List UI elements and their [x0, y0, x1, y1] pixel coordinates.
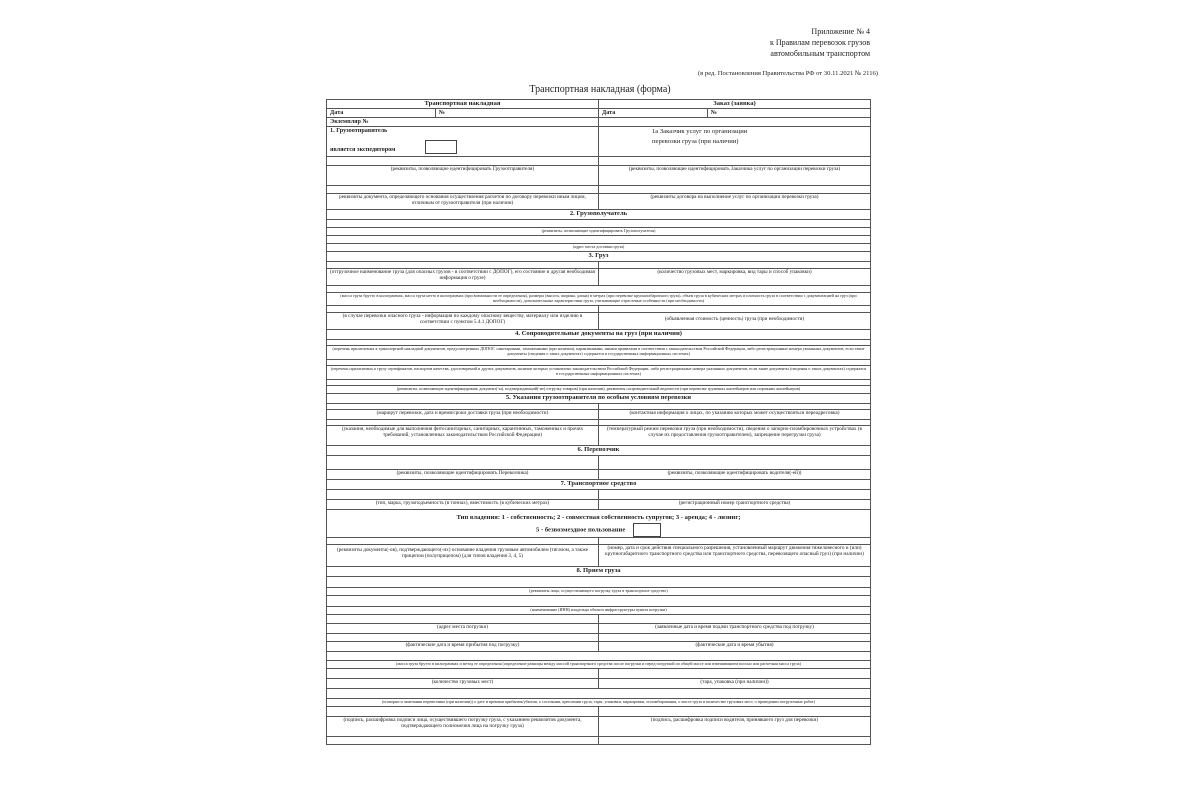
documents-title: 4. Сопроводительные документы на груз (при наличии) [327, 330, 871, 340]
order-date-label: Дата [598, 109, 707, 118]
appendix-number: Приложение № 4 [811, 27, 870, 36]
final-right-empty [598, 737, 870, 745]
packaging-caption: (тара, упаковка (при наличии)) [598, 679, 870, 689]
vehicle-reg-fill-line[interactable] [598, 490, 870, 500]
shipper-fill-line[interactable] [327, 157, 599, 166]
contract-caption: (реквизиты договора на выполнение услуг по организации перевозки груза) [598, 194, 870, 210]
actual-arrival-fill-line[interactable] [327, 634, 599, 642]
ownership-block [327, 510, 871, 538]
customer-fill-line[interactable] [598, 157, 870, 166]
waybill-number-label: № [435, 109, 598, 118]
special-permit-caption: (номер, дата и срок действия специального разрешения, установленный маршрут движения тяжеловесного и (или) крупногабаритного транспортного средства или транспортного средства, перевозящего опасный груз) (при наличии) [598, 545, 870, 567]
customer-block [598, 127, 870, 157]
cargo-name-caption: (отгрузочное наименование груза (для опасных грузов - в соответствии с ДОПОГ), его состояние и другая необходимая информация о грузе) [327, 269, 599, 286]
cargo-places-caption: (количество грузовых мест, маркировка, вид тары и способ упаковки) [598, 269, 870, 286]
gross-mass-fill-line[interactable] [327, 652, 871, 661]
vehicle-type-caption: (тип, марка, грузоподъемность (в тоннах), вместимость (в кубических метрах) [327, 500, 599, 510]
value-fill-line[interactable] [598, 306, 870, 313]
packaging-fill-line[interactable] [598, 669, 870, 679]
infrastructure-owner-caption: (наименование (ИНН) владельца объекта инфраструктуры пункта погрузки) [327, 607, 871, 615]
cargo-mass-caption: (масса груза брутто в килограммах, масса груза нетто в килограммах (при возможности ее определения), размеры (высота, ширина, длина) в метрах (при перевозке крупногабаритного груза), объем груза в кубических метрах и плотность груза в соответствии с документацией на груз (при необходимости), дополнительные характеристики груза, учитывающие отраслевые особенности (при необходимости) [327, 293, 871, 306]
carrier-caption: (реквизиты, позволяющие идентифицировать Перевозчика) [327, 470, 599, 480]
contract-fill-line[interactable] [598, 186, 870, 194]
consignee-caption: (реквизиты, позволяющие идентифицировать Грузополучателя) [327, 228, 871, 236]
ownership-types-line2: 5 - безвозмездное пользование [536, 526, 626, 534]
driver-signature-fill-line[interactable] [598, 707, 870, 717]
redirect-contacts-caption: (контактная информация о лицах, по указанию которых может осуществляться переадресовка) [598, 410, 870, 420]
declared-arrival-caption: (заявленные дата и время подачи транспортного средства под погрузку) [598, 624, 870, 634]
carrier-remarks-caption: (оговорки и замечания перевозчика (при наличии)) о дате и времени прибытия/убытия, о состоянии, креплении груза, тары, упаковки, маркировки, опломбирования, о массе груза и количестве грузовых мест, о проведении погрузочных работ) [327, 699, 871, 707]
consignee-title: 2. Грузополучатель [327, 210, 871, 220]
copy-number-label: Экземпляр № [327, 118, 599, 127]
final-left-empty [327, 737, 599, 745]
shipper-caption: (реквизиты, позволяющие идентифицировать Грузоотправителя) [327, 166, 599, 186]
appendix-transport: автомобильным транспортом [770, 49, 870, 58]
order-number-label: № [707, 109, 870, 118]
vehicle-type-fill-line[interactable] [327, 490, 599, 500]
form-appendix-header [697, 26, 878, 79]
documents-caption: (перечень прилагаемых к транспортной накладной документов, предусмотренных ДОПОГ, санитарными, таможенными (при наличии), карантинными, иными правилами в соответствии с законодательством Российской Федерации, либо регистрационные номера указанных документов, если такие документы (сведения о таких документах) содержатся в государственных информационных системах) [327, 346, 871, 360]
requirements-caption: (указания, необходимые для выполнения фитосанитарных, санитарных, карантинных, таможенных и прочих требований, установленных законодательством Российской Федерации) [327, 426, 599, 446]
cargo-title: 3. Груз [327, 252, 871, 262]
shipment-docs-caption: (реквизиты, позволяющие идентифицировать документ(-ы), подтверждающий(-ие) отгрузку товаров) (при наличии), реквизиты сопроводительной ведомости (при перевозке груженых контейнеров или порожних контейнеров) [327, 386, 871, 394]
cargo-mass-fill-line[interactable] [327, 286, 871, 293]
actual-departure-fill-line[interactable] [598, 634, 870, 642]
delivery-address-fill-line[interactable] [327, 236, 871, 244]
dangerous-cargo-caption: (в случае перевозки опасного груза - информация по каждому опасному веществу, материалу или изделию в соответствии с пунктом 5.4.1 ДОПОГ) [327, 313, 599, 330]
waybill-title: Транспортная накладная [327, 100, 599, 109]
appendix-rules: к Правилам перевозок грузов [769, 38, 870, 47]
gross-mass-caption: (масса груза брутто в килограммах и метод ее определения (определение разницы между массой транспортного средства после погрузки и перед погрузкой по общей массе или взвешиванием поосно или расчетная масса груза) [327, 661, 871, 669]
loader-signature-fill-line[interactable] [327, 707, 599, 717]
cargo-places-fill-line[interactable] [598, 262, 870, 269]
copy-number-empty [598, 118, 870, 127]
loading-address-caption: (адрес места погрузки) [327, 624, 599, 634]
expeditor-checkbox[interactable] [425, 140, 457, 154]
waybill-form-table [326, 99, 871, 745]
waybill-date-label: Дата [327, 109, 436, 118]
loading-address-fill-line[interactable] [327, 615, 599, 624]
customer-title2: перевозки груза (при наличии) [651, 138, 739, 145]
vehicle-title: 7. Транспортное средство [327, 480, 871, 490]
actual-departure-caption: (фактические дата и время убытия) [598, 642, 870, 652]
vehicle-reg-caption: (регистрационный номер транспортного средства) [598, 500, 870, 510]
places-count-fill-line[interactable] [327, 669, 599, 679]
ownership-doc-fill-line[interactable] [327, 538, 599, 545]
ownership-docs-caption: (реквизиты документа(-ов), подтверждающего(-их) основание владения грузовым автомобилем (тягачом, а также прицепом (полуприцепом) (для типов владения 3, 4, 5) [327, 545, 599, 567]
cargo-acceptance-title: 8. Прием груза [327, 567, 871, 577]
order-title: Заказ (заявка) [598, 100, 870, 109]
declared-value-caption: (объявленная стоимость (ценность) груза (при необходимости) [598, 313, 870, 330]
ownership-types-line1: Тип владения: 1 - собственность; 2 - совместная собственность супругов; 3 - аренда; 4 - лизинг; [456, 514, 741, 521]
certificates-caption: (перечень прилагаемых к грузу сертификатов, паспортов качества, удостоверений и других документов, наличие которых установлено законодательством Российской Федерации, либо регистрационные номера указанных документов, если такие документы (сведения о таких документах) содержатся в государственных информационных системах) [327, 366, 871, 380]
customer-title: 1а Заказчик услуг по организации [651, 128, 748, 135]
dangerous-fill-line[interactable] [327, 306, 599, 313]
declared-time-fill-line[interactable] [598, 615, 870, 624]
driver-fill-line[interactable] [598, 456, 870, 470]
places-count-caption: (количество грузовых мест) [327, 679, 599, 689]
appendix-redaction: (в ред. Постановления Правительства РФ от 30.11.2021 № 2116) [697, 70, 878, 77]
expeditor-label: является экспедитором [330, 146, 396, 153]
permit-fill-line[interactable] [598, 538, 870, 545]
loader-caption: (реквизиты лица, осуществляющего погрузку груза в транспортное средство) [327, 588, 871, 596]
consignee-fill-line[interactable] [327, 220, 871, 228]
cargo-name-fill-line[interactable] [327, 262, 599, 269]
special-conditions-title: 5. Указания грузоотправителя по особым условиям перевозки [327, 394, 871, 404]
driver-caption: (реквизиты, позволяющие идентифицировать водителя(-ей)) [598, 470, 870, 480]
payer-fill-line[interactable] [327, 186, 599, 194]
loader-fill-line[interactable] [327, 577, 871, 588]
route-caption: (маршрут перевозки, дата и время/сроки доставки груза (при необходимости) [327, 410, 599, 420]
ownership-type-box[interactable] [633, 523, 661, 537]
shipper-title: 1. Грузоотправитель [330, 127, 388, 134]
temperature-seals-caption: (температурный режим перевозки груза (при необходимости), сведения о запорно-пломбировочных устройствах (в случае их предоставления грузоотправителем), запрещение перегрузки груза) [598, 426, 870, 446]
customer-caption: (реквизиты, позволяющие идентифицировать Заказчика услуг по организации перевозки груза) [598, 166, 870, 186]
loader-signature-caption: (подпись, расшифровка подписи лица, осуществившего погрузку груза, с указанием реквизитов документа, подтверждающего полномочия лица на погрузку груза) [327, 717, 599, 737]
carrier-fill-line[interactable] [327, 456, 599, 470]
delivery-address-caption: (адрес места доставки груза) [327, 244, 871, 252]
remarks-fill-line[interactable] [327, 689, 871, 699]
actual-arrival-caption: (фактические дата и время прибытия под погрузку) [327, 642, 599, 652]
payer-caption: реквизиты документа, определяющего основания осуществления расчетов по договору перевозки иным лицом, отличным от грузоотправителя (при наличии) [327, 194, 599, 210]
shipper-block [327, 127, 599, 157]
document-title: Транспортная накладная (форма) [529, 84, 671, 95]
carrier-title: 6. Перевозчик [327, 446, 871, 456]
infrastructure-owner-fill-line[interactable] [327, 596, 871, 607]
driver-signature-caption: (подпись, расшифровка подписи водителя, принявшего груз для перевозки) [598, 717, 870, 737]
